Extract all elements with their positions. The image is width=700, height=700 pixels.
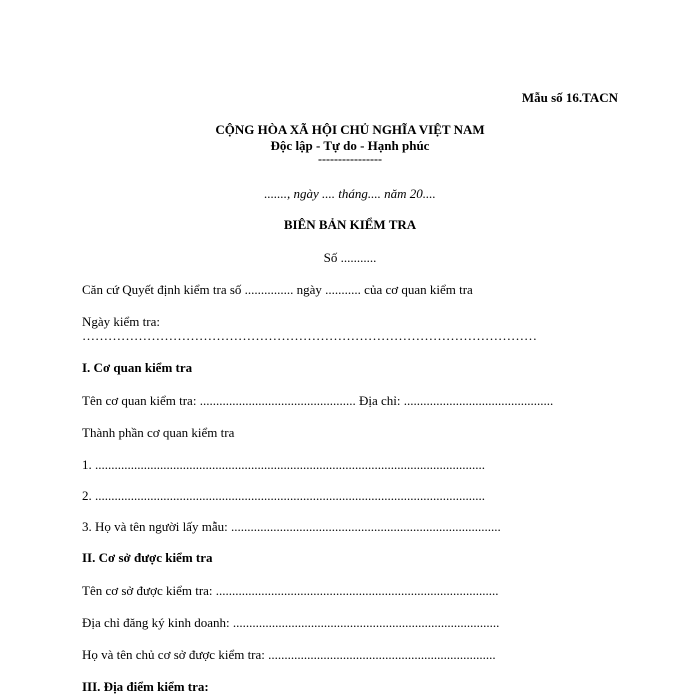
- agency-name-address-line: Tên cơ quan kiểm tra: ................................................ Địa chỉ: ..............................................: [82, 393, 554, 408]
- national-title: CỘNG HÒA XÃ HỘI CHỦ NGHĨA VIỆT NAM: [215, 122, 485, 137]
- section-3-heading: III. Địa điểm kiểm tra:: [82, 679, 209, 694]
- agency-members-label: Thành phần cơ quan kiểm tra: [82, 425, 235, 440]
- place-date-line: ......., ngày .... tháng.... năm 20....: [264, 186, 436, 201]
- facility-name-line: Tên cơ sở được kiểm tra: .......................................................................................: [82, 583, 499, 598]
- facility-owner-line: Họ và tên chủ cơ sở được kiểm tra: ......................................................................: [82, 647, 496, 662]
- section-1-heading: I. Cơ quan kiểm tra: [82, 360, 193, 375]
- agency-member-2-line: 2. ........................................................................................................................: [82, 488, 485, 503]
- form-code: Mẫu số 16.TACN: [521, 90, 618, 105]
- national-motto: Độc lập - Tự do - Hạnh phúc: [270, 138, 430, 153]
- document-title: BIÊN BẢN KIỂM TRA: [283, 217, 417, 232]
- document-number: Số ...........: [323, 250, 377, 265]
- header-divider: ----------------: [318, 152, 382, 166]
- decision-basis-line: Căn cứ Quyết định kiểm tra số ............... ngày ........... của cơ quan kiểm tra: [82, 282, 473, 297]
- inspection-date-label: Ngày kiểm tra:: [82, 314, 160, 329]
- registered-address-line: Địa chỉ đăng ký kinh doanh: ..................................................................................: [82, 615, 500, 630]
- section-2-heading: II. Cơ sở được kiểm tra: [82, 550, 213, 565]
- inspection-date-dots: ……………………………………………………………………………………………: [82, 328, 537, 343]
- agency-member-1-line: 1. ........................................................................................................................: [82, 457, 485, 472]
- sampler-name-line: 3. Họ và tên người lấy mẫu: ...................................................................................: [82, 519, 501, 534]
